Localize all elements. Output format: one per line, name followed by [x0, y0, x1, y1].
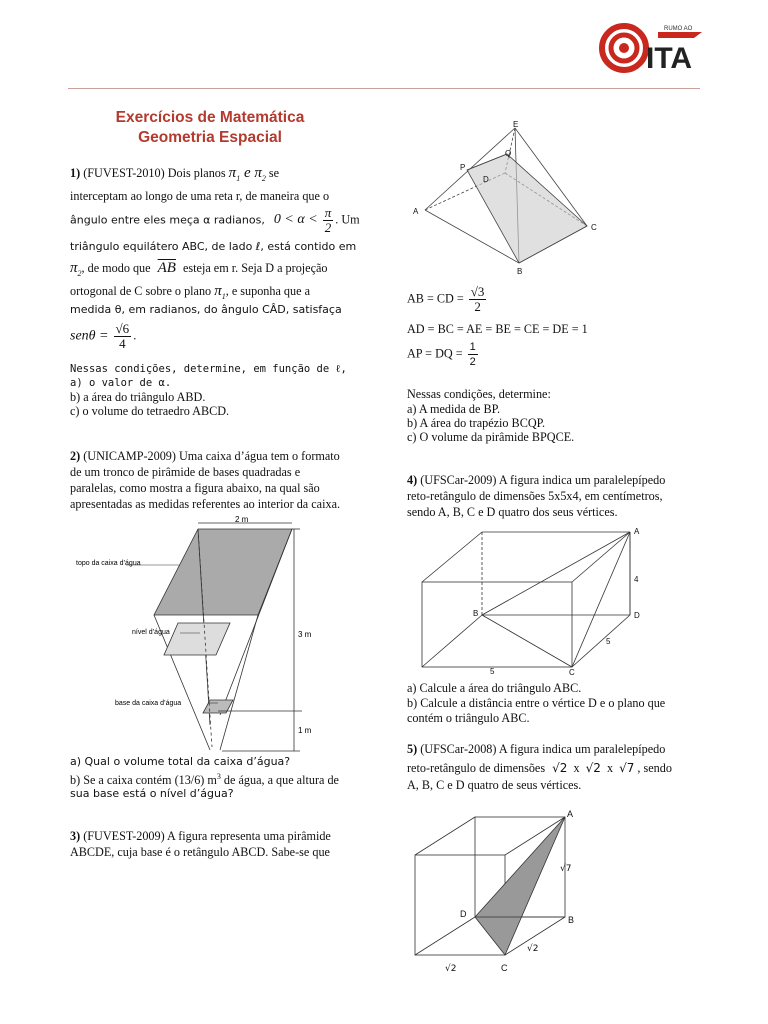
q5-line1: 5) (UFSCar-2008) A figura indica um paralelepípedo — [407, 742, 666, 756]
svg-text:RUMO AO: RUMO AO — [664, 26, 693, 32]
svg-text:D: D — [634, 611, 640, 620]
q2-number: 2) — [70, 449, 81, 463]
logo-name: ITA — [646, 42, 693, 75]
q3-line1: 3) (FUVEST-2009) A figura representa uma pirâmide — [70, 829, 331, 843]
svg-text:E: E — [513, 120, 519, 129]
q2-item-a: a) Qual o volume total da caixa d’água? — [70, 755, 291, 768]
q2-dim-3m: 3 m — [298, 630, 312, 639]
page-title-line1: Exercícios de Matemática — [115, 109, 305, 126]
svg-text:√7: √7 — [560, 864, 572, 874]
svg-text:5: 5 — [606, 637, 611, 646]
svg-text:A: A — [634, 527, 640, 536]
q1-line3: ângulo entre eles meça α radianos, 0 < α < $\frac{\pi}{2}$ . Um — [70, 205, 360, 235]
svg-text:B: B — [473, 609, 479, 618]
q3-conditions: Nessas condições, determine: — [407, 387, 551, 401]
svg-text:C: C — [569, 668, 575, 677]
q1-number: 1) — [70, 166, 81, 180]
q4-number: 4) — [407, 473, 418, 487]
svg-text:P: P — [460, 163, 466, 172]
q2-label-base: base da caixa d’água — [115, 700, 182, 707]
svg-text:B: B — [517, 267, 523, 276]
q5-box-figure — [405, 805, 595, 980]
svg-text:D: D — [483, 175, 489, 184]
q4-item-a: a) Calcule a área do triângulo ABC. — [407, 681, 582, 695]
svg-text:5: 5 — [490, 667, 495, 676]
svg-text:D: D — [460, 909, 467, 919]
svg-text:√2: √2 — [527, 944, 539, 954]
svg-text:A: A — [567, 809, 574, 819]
svg-text:√2: √2 — [445, 964, 457, 974]
q1-sen-equation: senθ = $\frac{√6}{4}$ . — [70, 321, 137, 351]
ita-logo — [598, 20, 708, 76]
q5-line3: A, B, C e D quatro de seus vértices. — [407, 778, 582, 792]
page-title-line2: Geometria Espacial — [138, 129, 282, 146]
q2-line4: apresentadas as medidas referentes ao interior da caixa. — [70, 497, 341, 511]
q3-item-b: b) A área do trapézio BCQP. — [407, 416, 546, 430]
q3-item-c: c) O volume da pirâmide BPQCE. — [407, 430, 575, 444]
q2-line1: 2) (UNICAMP-2009) Uma caixa d’água tem o formato — [70, 449, 340, 463]
q1-line6: ortogonal de C sobre o plano $\pi_1$, e suponha que a — [70, 283, 310, 301]
svg-text:C: C — [591, 223, 597, 232]
svg-text:4: 4 — [634, 575, 639, 584]
q1-item-b: b) a área do triângulo ABD. — [70, 390, 206, 404]
q2-item-b-line2: sua base está o nível d’água? — [70, 787, 234, 800]
q2-label-topo: topo da caixa d’água — [76, 560, 141, 567]
header-divider — [68, 88, 700, 89]
q5-number: 5) — [407, 742, 418, 756]
q1-line1: 1) (FUVEST-2010) Dois planos $\pi_1$ e $\pi_2$ se — [70, 165, 280, 183]
q4-line1: 4) (UFSCar-2009) A figura indica um paralelepípedo — [407, 473, 666, 487]
q3-number: 3) — [70, 829, 81, 843]
q2-line3: paralelas, como mostra a figura abaixo, na qual são — [70, 481, 320, 495]
q2-item-b: b) Se a caixa contém (13/6) $m^3$ de água, a que altura de — [70, 772, 339, 788]
q3-line2: ABCDE, cuja base é o retângulo ABCD. Sabe-se que — [70, 845, 330, 859]
q2-water-tank-figure — [70, 515, 360, 755]
q3-item-a: a) A medida de BP. — [407, 402, 501, 416]
q4-line2: reto-retângulo de dimensões 5x5x4, em centímetros, — [407, 489, 663, 503]
q3-eq3: AP = DQ = $\frac{1}{2}$ — [407, 341, 476, 368]
q2-dim-top: 2 m — [235, 515, 249, 524]
q3-eq2: AD = BC = AE = BE = CE = DE = 1 — [407, 322, 588, 336]
q1-line7: medida θ, em radianos, do ângulo CÂD, satisfaça — [70, 303, 342, 316]
q2-line2: de um tronco de pirâmide de bases quadradas e — [70, 465, 301, 479]
page-title — [70, 108, 350, 148]
q1-line2: interceptam ao longo de uma reta r, de maneira que o — [70, 189, 330, 203]
q3-pyramid-figure — [405, 118, 610, 278]
q2-dim-1m: 1 m — [298, 726, 312, 735]
q2-label-nivel: nível d’água — [132, 629, 170, 636]
q1-line5: $\pi_2$, de modo que $\overline{AB}$ esteja em r. Seja D a projeção — [70, 260, 328, 278]
svg-text:B: B — [568, 915, 575, 925]
svg-text:A: A — [413, 207, 419, 216]
svg-text:C: C — [501, 963, 508, 973]
svg-text:Q: Q — [505, 149, 512, 158]
q4-item-b: b) Calcule a distância entre o vértice D e o plano que — [407, 696, 666, 710]
q4-item-b-line2: contém o triângulo ABC. — [407, 711, 530, 725]
q1-line4: triângulo equilátero ABC, de lado ℓ, está contido em — [70, 240, 357, 253]
q1-item-c: c) o volume do tetraedro ABCD. — [70, 404, 230, 418]
q4-line3: sendo A, B, C e D quatro dos seus vértices. — [407, 505, 618, 519]
q4-box-figure — [412, 522, 652, 677]
q5-line2: reto-retângulo de dimensões √2 x √2 x √7 , sendo — [407, 761, 672, 775]
q3-eq1: AB = CD = $\frac{√3}{2}$ — [407, 284, 485, 314]
q1-line9: Nessas condições, determine, em função de ℓ, — [70, 363, 347, 375]
q1-item-a: a) o valor de α. — [70, 377, 172, 389]
